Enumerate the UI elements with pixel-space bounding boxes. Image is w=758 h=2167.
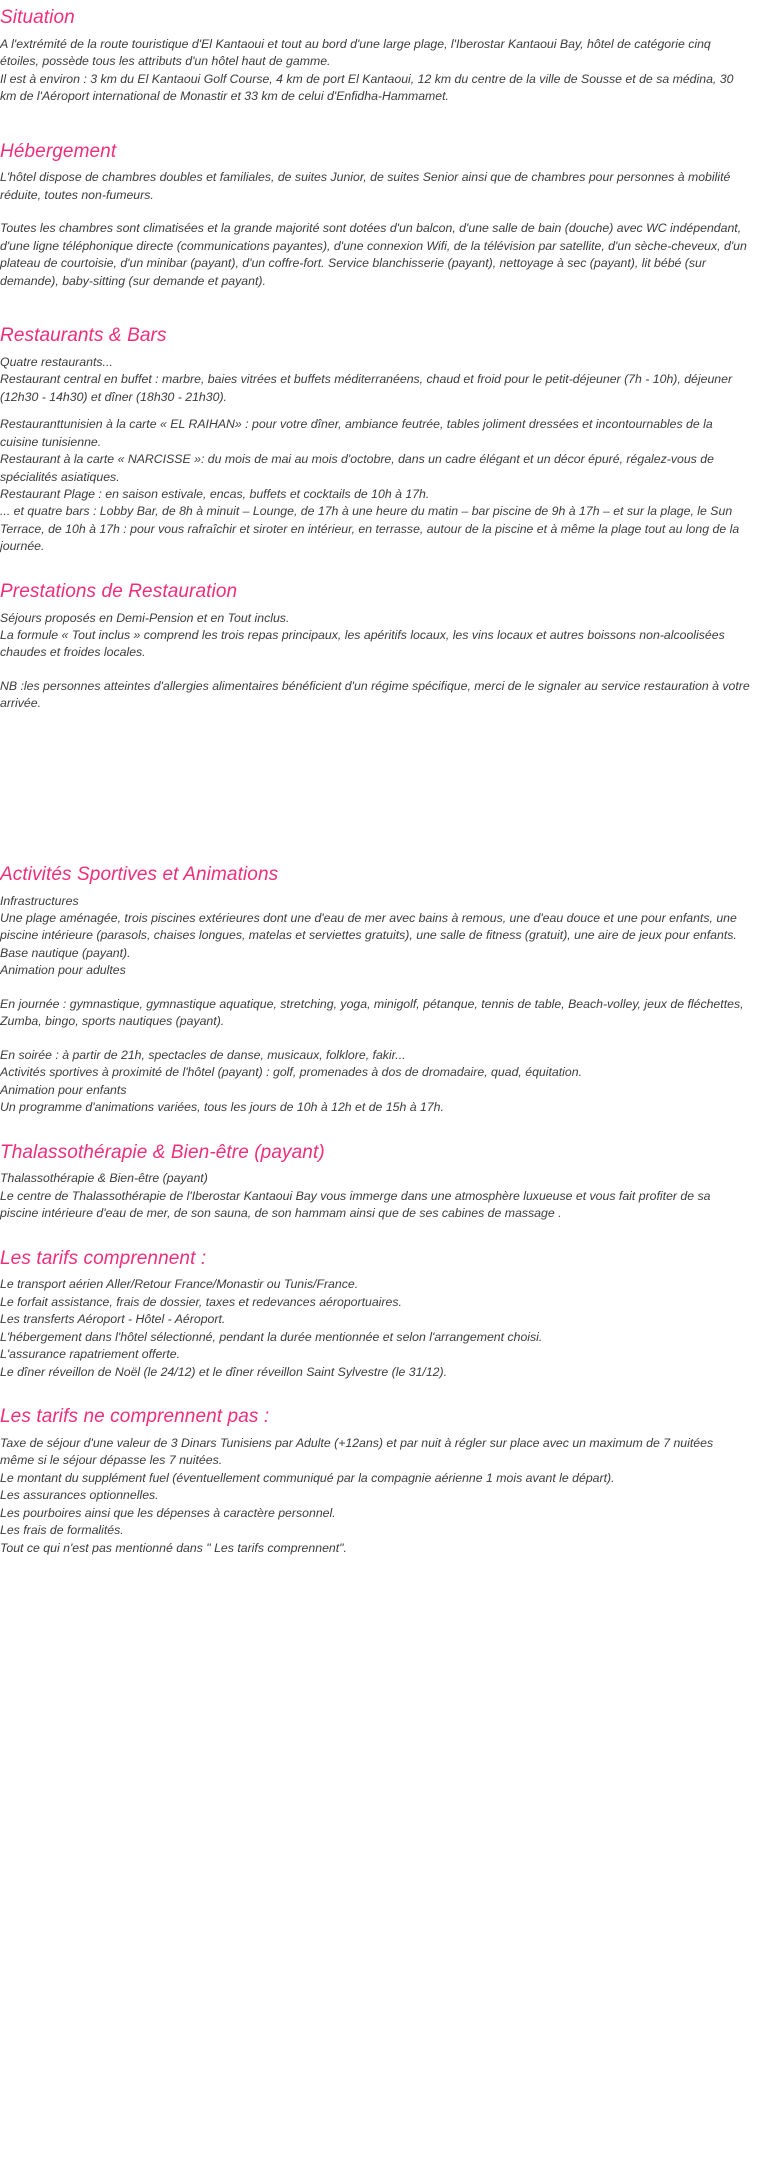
activites-paragraph-8: Un programme d'animations variées, tous les jours de 10h à 12h et de 15h à 17h. [0,1100,444,1115]
section-tarifs-comprennent [0,1247,750,1381]
thalasso-paragraph-1: Thalassothérapie & Bien-être (payant) [0,1171,208,1186]
activites-paragraph-4: En journée : gymnastique, gymnastique aquatique, stretching, yoga, minigolf, pétanque, tennis de table, Beach-volley, jeux de fléchettes, Zumba, bingo, sports nautiques (payant). [0,996,744,1029]
tarifs-exclus-line-5: Les frais de formalités. [0,1523,124,1538]
section-situation [0,6,750,106]
section-title-tarifs-ne-comprennent-pas: Les tarifs ne comprennent pas : [0,1406,270,1428]
section-title-restaurants-bars: Restaurants & Bars [0,325,167,347]
section-tarifs-ne-comprennent-pas [0,1405,750,1557]
restaurants-paragraph-1: Quatre restaurants... [0,354,113,369]
activites-paragraph-7: Animation pour enfants [0,1082,127,1097]
section-title-activites-sportives: Activités Sportives et Animations [0,863,279,885]
activites-paragraph-1: Infrastructures [0,893,79,908]
tarifs-inclus-line-4: L'hébergement dans l'hôtel sélectionné, pendant la durée mentionnée et selon l'arrangement choisi. [0,1329,543,1344]
prestations-paragraph-2: La formule « Tout inclus » comprend les trois repas principaux, les apéritifs locaux, les vins locaux et autres boissons non-alcoolisées chaudes et froides locales. [0,627,725,660]
situation-paragraph-1: A l'extrémité de la route touristique d'El Kantaoui et tout au bord d'une large plage, l'Iberostar Kantaoui Bay, hôtel de catégorie cinq étoiles, possède tous les attributs d'un hôtel haut de gamme. [0,36,711,69]
section-restaurants-bars [0,324,750,556]
restaurants-paragraph-4: Restaurant à la carte « NARCISSE »: du mois de mai au mois d'octobre, dans un cadre élégant et un décor épuré, régalez-vous de spécialités asiatiques. [0,452,714,484]
restaurants-paragraph-3: Restauranttunisien à la carte « EL RAIHAN» : pour votre dîner, ambiance feutrée, tables joliment dressées et incontournables de la cuisine tunisienne. [0,417,713,449]
tarifs-exclus-line-2: Le montant du supplément fuel (éventuellement communiqué par la compagnie aérienne 1 mois avant le départ). [0,1470,615,1485]
restaurants-paragraph-5: Restaurant Plage : en saison estivale, encas, buffets et cocktails de 10h à 17h. [0,486,430,501]
tarifs-inclus-line-1: Le transport aérien Aller/Retour France/Monastir ou Tunis/France. [0,1277,359,1292]
prestations-paragraph-1: Séjours proposés en Demi-Pension et en Tout inclus. [0,610,290,625]
activites-paragraph-2: Une plage aménagée, trois piscines extérieures dont une d'eau de mer avec bains à remous, une d'eau douce et une pour enfants, une piscine intérieure (parasols, chaises longues, matelas et serviettes gratuits), une salle de fitness (gratuit), une aire de jeux pour enfants. Base nautique (payant). [0,910,737,960]
tarifs-exclus-line-4: Les pourboires ainsi que les dépenses à caractère personnel. [0,1505,336,1520]
section-activites-sportives [0,863,750,1117]
situation-paragraph-2: Il est à environ : 3 km du El Kantaoui Golf Course, 4 km de port El Kantaoui, 12 km du centre de la ville de Sousse et de sa médina, 30 km de l'Aéroport international de Monastir et 33 km de celui d'Enfidha-Hammamet. [0,71,734,104]
section-title-hebergement: Hébergement [0,140,117,162]
restaurants-paragraph-2: Restaurant central en buffet : marbre, baies vitrées et buffets méditerranéens, chaud et froid pour le petit-déjeuner (7h - 10h), déjeuner (12h30 - 14h30) et dîner (18h30 - 21h30). [0,372,733,404]
section-title-prestations-restauration: Prestations de Restauration [0,580,238,602]
restaurants-paragraph-6: ... et quatre bars : Lobby Bar, de 8h à minuit – Lounge, de 17h à une heure du matin – bar piscine de 9h à 17h – et sur la plage, le Sun Terrace, de 10h à 17h : pour vous rafraîchir et siroter en intérieur, en terrasse, autour de la piscine et à même la plage tout au long de la journée. [0,504,740,554]
activites-paragraph-6: Activités sportives à proximité de l'hôtel (payant) : golf, promenades à dos de dromadaire, quad, équitation. [0,1065,582,1080]
thalasso-paragraph-2: Le centre de Thalassothérapie de l'Iberostar Kantaoui Bay vous immerge dans une atmosphère luxueuse et vous fait profiter de sa piscine intérieure d'eau de mer, de son sauna, de son hammam ainsi que de ses cabines de massage . [0,1188,711,1221]
activites-paragraph-5: En soirée : à partir de 21h, spectacles de danse, musicaux, folklore, fakir... [0,1047,406,1062]
section-prestations-restauration [0,580,750,713]
tarifs-inclus-line-2: Le forfait assistance, frais de dossier, taxes et redevances aéroportuaires. [0,1294,402,1309]
tarifs-exclus-line-6: Tout ce qui n'est pas mentionné dans " Les tarifs comprennent". [0,1540,347,1555]
tarifs-exclus-line-3: Les assurances optionnelles. [0,1488,159,1503]
section-title-tarifs-comprennent: Les tarifs comprennent : [0,1247,207,1269]
prestations-paragraph-3: NB :les personnes atteintes d'allergies alimentaires bénéficient d'un régime spécifique, merci de le signaler au service restauration à votre arrivée. [0,678,750,711]
section-title-thalassotherapie: Thalassothérapie & Bien-être (payant) [0,1141,325,1163]
activites-paragraph-3: Animation pour adultes [0,963,126,978]
tarifs-inclus-line-3: Les transferts Aéroport - Hôtel - Aéroport. [0,1312,226,1327]
hebergement-paragraph-2: Toutes les chambres sont climatisées et la grande majorité sont dotées d'un balcon, d'une salle de bain (douche) avec WC indépendant, d'une ligne téléphonique directe (communications payantes), d'une connexion Wifi, de la télévision par satellite, d'un sèche-cheveux, d'un plateau de courtoisie, d'un minibar (payant), d'un coffre-fort. Service blanchisserie (payant), nettoyage à sec (payant), lit bébé (sur demande), baby-sitting (sur demande et payant). [0,221,747,288]
page-break-gap [0,713,750,863]
tarifs-exclus-line-1: Taxe de séjour d'une valeur de 3 Dinars Tunisiens par Adulte (+12ans) et par nuit à régler sur place avec un maximum de 7 nuitées même si le séjour dépasse les 7 nuitées. [0,1435,714,1468]
section-title-situation: Situation [0,7,75,28]
section-hebergement [0,140,750,290]
section-thalassotherapie [0,1141,750,1223]
tarifs-inclus-line-6: Le dîner réveillon de Noël (le 24/12) et le dîner réveillon Saint Sylvestre (le 31/12). [0,1364,448,1379]
tarifs-inclus-line-5: L'assurance rapatriement offerte. [0,1347,181,1362]
hebergement-paragraph-1: L'hôtel dispose de chambres doubles et familiales, de suites Junior, de suites Senior ainsi que de chambres pour personnes à mobilité réduite, toutes non-fumeurs. [0,170,731,202]
